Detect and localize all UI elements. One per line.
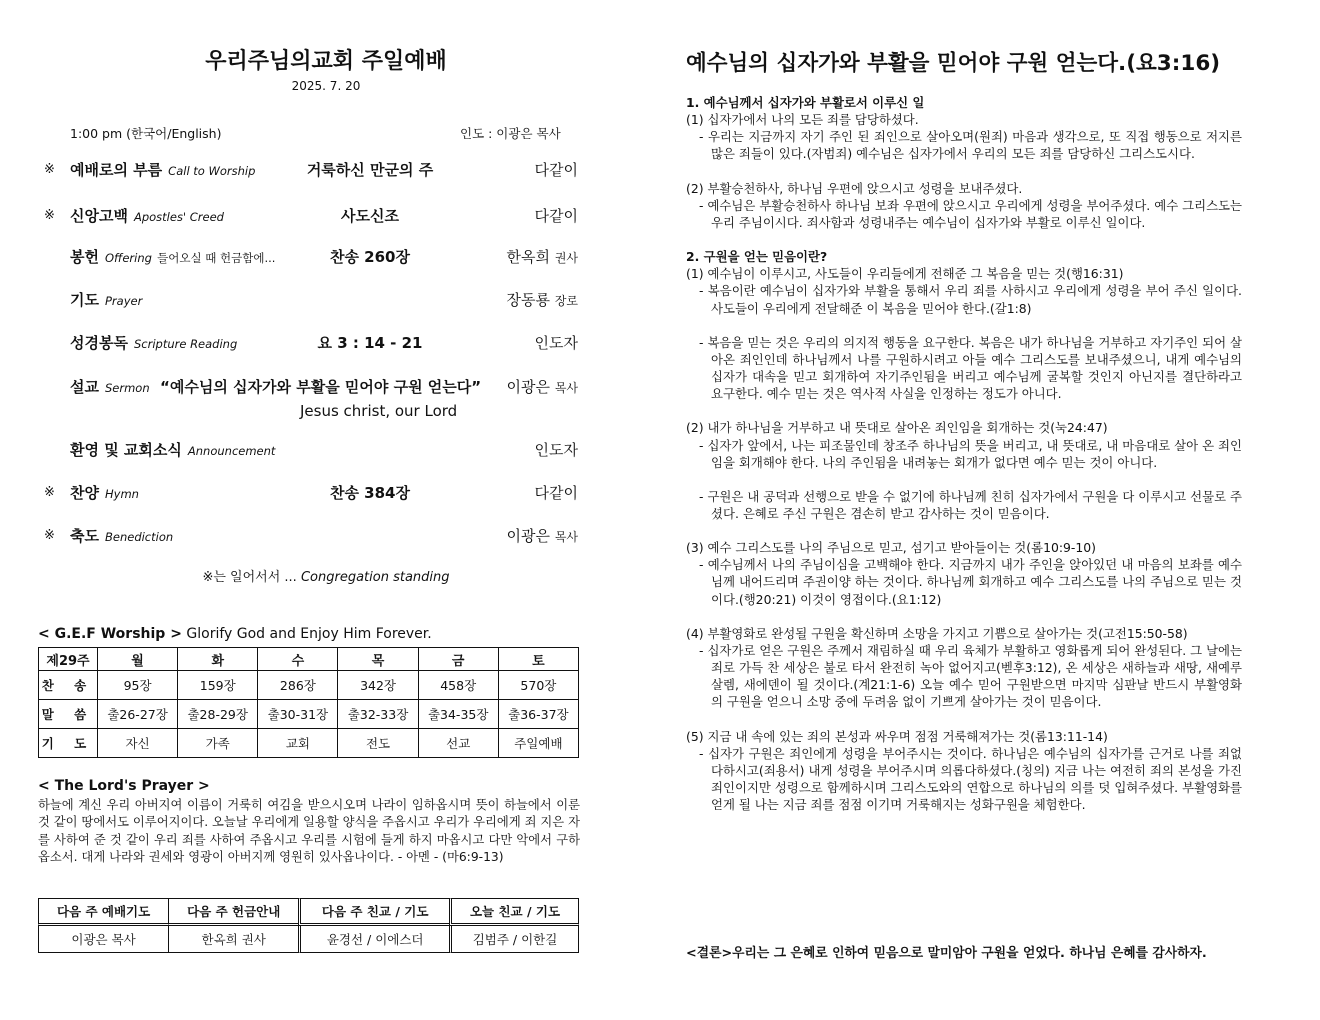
- order-en: Call to Worship: [168, 164, 256, 178]
- order-who: 인도자: [534, 334, 578, 352]
- order-en: Hymn: [104, 487, 139, 501]
- point-heading: (2) 부활승천하사, 하나님 우편에 앉으시고 성령을 보내주셨다.: [686, 180, 1023, 196]
- table-cell: 교회: [258, 729, 338, 758]
- table-cell: 342장: [338, 671, 418, 700]
- table-cell: 출32-33장: [338, 700, 418, 729]
- table-row: [38, 898, 579, 926]
- table-cell: 출30-31장: [258, 700, 338, 729]
- point-body: - 복음이란 예수님이 십자가와 부활을 통해서 우리 죄를 사하시고 우리에게 성령을 부어 주신 일이다. 사도들이 우리에게 전달해준 이 복음을 믿어야 한다.(갈1:8): [699, 283, 1242, 316]
- order-who: 이광은: [506, 378, 551, 396]
- order-ko: 환영 및 교회소식: [70, 441, 182, 459]
- table-cell: 금: [418, 648, 498, 671]
- lords-prayer-heading: < The Lord's Prayer >: [38, 778, 210, 794]
- table-cell: 윤경선 / 이에스더: [298, 926, 449, 953]
- point-heading: (3) 예수 그리스도를 나의 주님으로 믿고, 섬기고 받아들이는 것(롬10:9-10): [686, 540, 1096, 556]
- point-heading: (1) 예수님이 이루시고, 사도들이 우리들에게 전해준 그 복음을 믿는 것(행16:31): [686, 266, 1124, 282]
- table-cell: 화: [178, 648, 258, 671]
- order-en: Announcement: [187, 444, 276, 458]
- lords-prayer-text: 하늘에 계신 우리 아버지여 이름이 거룩히 여김을 받으시오며 나라이 임하옵시며 뜻이 하늘에서 이룬 것 같이 땅에서도 이루어지이다. 오늘날 우리에게 일용할 양식을 주옵시고 우리가 우리에게 죄 지은 자를 사하여 준 것 같이 우리 죄를 사하여 주옵시고 우리를 시험에 들게 하지 마옵시고 다만 악에서 구하옵소서. 대게 나라와 권세와 영광이 아버지께 영원히 있사옵나이다. - 아멘 - (마6:9-13): [38, 798, 580, 865]
- order-ko: 성경봉독: [70, 334, 128, 352]
- table-cell: 이광은 목사: [38, 926, 168, 953]
- order-mid: 요 3 : 14 - 21: [317, 334, 423, 352]
- table-cell: 가족: [178, 729, 258, 758]
- standing-mark: ※: [44, 208, 55, 223]
- order-who: 이광은: [506, 527, 551, 545]
- order-ko: 봉헌: [70, 248, 99, 266]
- point-body: - 십자가 구원은 죄인에게 성령을 부어주시는 것이다. 하나님은 예수님의 십자가를 근거로 나를 죄없다하시고(죄용서) 내게 성령을 부어주시며 의롭다하셨다.(칭의) 지금 나는 여전히 죄의 본성을 가진 죄인이지만 성령으로 함께하시며 그리스도와의 연합으로 하나님의 의를 덧 입혀주셨다. 부활영화를 얻게 될 나는 지금 죄를 점점 이기며 거룩해지는 성화구원을 체험한다.: [699, 745, 1242, 813]
- order-who: 다같이: [534, 207, 578, 225]
- table-cell: 다음 주 헌금안내: [168, 898, 298, 926]
- sermon-subtitle: Jesus christ, our Lord: [300, 402, 458, 420]
- order-who: 다같이: [534, 484, 578, 502]
- order-ko: 찬양: [70, 484, 99, 502]
- table-row: [38, 926, 579, 953]
- order-ko: 기도: [70, 291, 99, 309]
- gef-text: Glorify God and Enjoy Him Forever.: [186, 626, 432, 642]
- order-en: Offering: [104, 251, 152, 265]
- point-body: - 복음을 믿는 것은 우리의 의지적 행동을 요구한다. 복음은 내가 하나님을 거부하고 자기주인 되어 살아온 죄인인데 하나님께서 나를 구원하시려고 아들 예수 그리스도를 보내주셨으니, 내게 예수님의 십자가 대속을 믿고 회개하여 자기주인됨을 버리고 예수님께 굴복할 것인지 아닌지를 결단하라고 요구한다. 예수 믿는 것은 역사적 사실을 인정하는 정도가 아니다.: [699, 334, 1242, 402]
- standing-mark: ※: [44, 162, 55, 177]
- sermon-outline: [686, 94, 1242, 813]
- standing-mark: ※: [44, 528, 55, 543]
- gef-label: < G.E.F Worship >: [38, 626, 182, 642]
- table-cell: 570장: [498, 671, 578, 700]
- gef-header: [38, 626, 432, 642]
- point-heading: (4) 부활영화로 완성될 구원을 확신하며 소망을 가지고 기쁨으로 살아가는 것(고전15:50-58): [686, 625, 1188, 641]
- table-row: [39, 729, 579, 758]
- table-cell: 다음 주 예배기도: [38, 898, 168, 926]
- gef-reading-table: [38, 647, 579, 758]
- point-heading: (2) 내가 하나님을 거부하고 내 뜻대로 살아온 죄인임을 회개하는 것(눅24:47): [686, 420, 1108, 436]
- order-who-title: 목사: [554, 381, 578, 395]
- table-row: [39, 700, 579, 729]
- order-item: [0, 482, 660, 506]
- order-ko: 축도: [70, 527, 99, 545]
- order-item: [0, 439, 660, 463]
- order-item: [0, 289, 660, 313]
- order-who-title: 목사: [554, 530, 578, 544]
- order-mid: 찬송 260장: [329, 248, 410, 266]
- order-item: [0, 205, 660, 229]
- point-body: - 예수님은 부활승천하사 하나님 보좌 우편에 앉으시고 우리에게 성령을 부어주셨다. 예수 그리스도는 우리 주님이시다. 죄사함과 성령내주는 예수님이 십자가와 부활로 이루신 일이다.: [699, 197, 1242, 230]
- order-item-sermon: [0, 376, 660, 400]
- table-cell: 자신: [98, 729, 178, 758]
- order-mid: 찬송 384장: [329, 484, 410, 502]
- table-cell: 95장: [98, 671, 178, 700]
- section-heading: 2. 구원을 얻는 믿음이란?: [686, 249, 828, 265]
- service-title: 우리주님의교회 주일예배: [205, 49, 447, 74]
- table-cell: 출28-29장: [178, 700, 258, 729]
- point-body: - 구원은 내 공덕과 선행으로 받을 수 없기에 하나님께 친히 십자가에서 구원을 다 이루시고 선물로 주셨다. 은혜로 주신 구원은 겸손히 받고 감사하는 것이 믿음이다.: [699, 488, 1242, 521]
- table-cell: 출36-37장: [498, 700, 578, 729]
- table-cell: 출34-35장: [418, 700, 498, 729]
- sermon-title: “예수님의 십자가와 부활을 믿어야 구원 얻는다”: [160, 378, 482, 396]
- order-mid: 거룩하신 만군의 주: [306, 161, 434, 179]
- table-row: [39, 648, 579, 671]
- service-date: 2025. 7. 20: [291, 79, 361, 93]
- section-heading: 1. 예수님께서 십자가와 부활로서 이루신 일: [686, 95, 925, 110]
- order-who: 한옥희: [506, 248, 551, 266]
- table-cell: 출26-27장: [98, 700, 178, 729]
- order-who: 장동룡: [506, 291, 551, 309]
- standing-note-ko: ※는 일어서서 ...: [202, 570, 297, 585]
- table-cell: 목: [338, 648, 418, 671]
- order-who: 다같이: [534, 161, 578, 179]
- order-en: Prayer: [104, 294, 143, 308]
- order-item: [0, 246, 660, 270]
- standing-note-en: Congregation standing: [300, 570, 450, 585]
- table-cell: 수: [258, 648, 338, 671]
- order-mid: 사도신조: [341, 207, 399, 225]
- order-who-title: 권사: [554, 251, 578, 265]
- order-item: [0, 159, 660, 183]
- order-who-title: 장로: [554, 294, 578, 308]
- table-cell: 전도: [338, 729, 418, 758]
- order-en: Apostles' Creed: [133, 210, 224, 224]
- order-item: [0, 332, 660, 356]
- table-cell: 월: [98, 648, 178, 671]
- point-heading: (5) 지금 내 속에 있는 죄의 본성과 싸우며 점점 거룩해져가는 것(롬13:11-14): [686, 728, 1108, 744]
- order-ko: 예배로의 부름: [70, 161, 163, 179]
- table-cell: 김범주 / 이한길: [449, 926, 579, 953]
- table-cell: 선교: [418, 729, 498, 758]
- service-time: 1:00 pm (한국어/English): [70, 126, 222, 141]
- next-week-table: [38, 898, 579, 953]
- standing-mark: ※: [44, 485, 55, 500]
- point-body: - 십자가 앞에서, 나는 피조물인데 창조주 하나님의 뜻을 버리고, 내 뜻대로, 내 마음대로 살아 온 죄인임을 회개해야 한다. 나의 주인됨을 내려놓는 회개가 없다면 예수 믿는 것이 아니다.: [699, 437, 1242, 470]
- point-body: - 우리는 지금까지 자기 주인 된 죄인으로 살아오며(원죄) 마음과 생각으로, 또 직접 행동으로 저지른 많은 죄들이 있다.(자범죄) 예수님은 십자가에서 우리의 모든 죄를 담당하신 그리스도시다.: [699, 129, 1242, 162]
- table-cell: 한옥희 권사: [168, 926, 298, 953]
- table-cell: 오늘 친교 / 기도: [449, 898, 579, 926]
- table-cell: 기 도: [39, 729, 98, 758]
- service-leader: 인도 : 이광은 목사: [460, 126, 561, 141]
- order-ko: 신앙고백: [70, 207, 128, 225]
- standing-note: [0, 566, 652, 585]
- sermon-page-title: 예수님의 십자가와 부활을 믿어야 구원 얻는다.(요3:16): [686, 51, 1221, 76]
- order-en: Benediction: [104, 530, 174, 544]
- order-en: Sermon: [104, 381, 150, 395]
- conclusion: <결론>우리는 그 은혜로 인하여 믿음으로 말미암아 구원을 얻었다. 하나님 은혜를 감사하자.: [686, 946, 1207, 961]
- table-cell: 159장: [178, 671, 258, 700]
- table-cell: 찬 송: [39, 671, 98, 700]
- table-cell: 말 씀: [39, 700, 98, 729]
- order-who: 인도자: [534, 441, 578, 459]
- order-ko: 설교: [70, 378, 99, 396]
- table-cell: 주일예배: [498, 729, 578, 758]
- table-cell: 458장: [418, 671, 498, 700]
- table-cell: 제29주: [39, 648, 98, 671]
- order-note: 들어오실 때 헌금함에...: [157, 251, 276, 265]
- table-cell: 토: [498, 648, 578, 671]
- point-body: - 십자가로 얻은 구원은 주께서 재림하실 때 우리 육체가 부활하고 영화롭게 되어 완성된다. 그 날에는 죄로 가득 찬 세상은 불로 타서 완전히 녹아 없어지고(벧후3:12), 온 세상은 새하늘과 새땅, 새예루살렘, 새에덴이 될 것이다.(계21:1-6) 오늘 예수 믿어 구원받으면 마지막 심판날 반드시 부활영화의 구원을 얻으니 소망 중에 두려움 없이 기쁘게 살아가는 것이 믿음이다.: [699, 642, 1242, 710]
- table-cell: 286장: [258, 671, 338, 700]
- point-body: - 예수님께서 나의 주님이심을 고백해야 한다. 지금까지 내가 주인을 앉아있던 내 마음의 보좌를 예수님께 내어드리며 주권이양 하는 것이다. 하나님께 회개하고 예수 그리스도를 나의 주님으로 믿는 것이다.(행20:21) 이것이 영접이다.(요1:12): [699, 557, 1242, 607]
- point-heading: (1) 십자가에서 나의 모든 죄를 담당하셨다.: [686, 112, 919, 128]
- table-cell: 다음 주 친교 / 기도: [298, 898, 449, 926]
- order-item: [0, 525, 660, 549]
- table-row: [39, 671, 579, 700]
- order-en: Scripture Reading: [133, 337, 238, 351]
